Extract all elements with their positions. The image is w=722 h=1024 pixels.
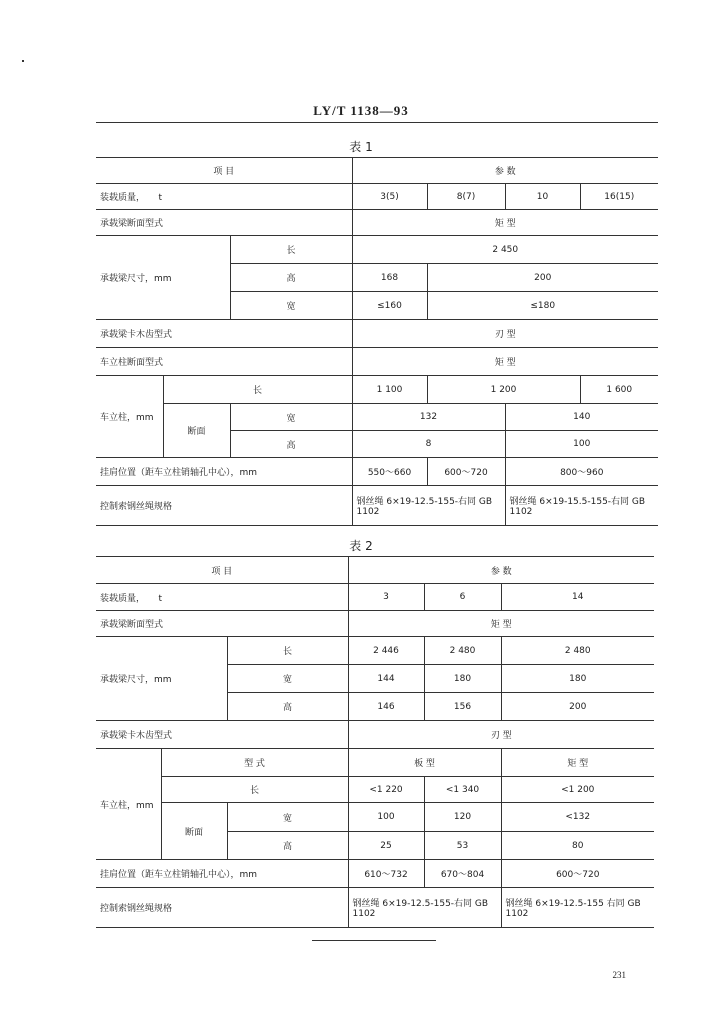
- post-width-value: 132: [352, 404, 505, 431]
- hang-value: 600～720: [501, 860, 654, 888]
- post-length-label: 长: [161, 777, 348, 803]
- width-label: 宽: [227, 665, 348, 693]
- load-value: 10: [505, 184, 580, 210]
- length-value: 2 480: [501, 637, 654, 665]
- type-value: 矩 型: [501, 749, 654, 777]
- load-value: 3: [348, 584, 424, 611]
- post-width-value: 140: [505, 404, 658, 431]
- load-label: 装载质量， t: [96, 184, 352, 210]
- table1-caption: 表 1: [349, 140, 373, 154]
- type-label: 型 式: [161, 749, 348, 777]
- post-height-value: 80: [501, 832, 654, 860]
- post-length-value: <1 220: [348, 777, 424, 803]
- height-value: 200: [427, 264, 658, 292]
- header-parameters: 参 数: [348, 557, 654, 584]
- width-label: 宽: [230, 292, 352, 320]
- load-value: 6: [424, 584, 501, 611]
- height-value: 146: [348, 693, 424, 721]
- post-width-value: 120: [424, 803, 501, 832]
- tooth-value: 刃 型: [348, 721, 654, 749]
- header-item: 项 目: [96, 557, 348, 584]
- beam-section-label: 承载梁断面型式: [96, 210, 352, 236]
- height-value: 168: [352, 264, 427, 292]
- post-section-sub-label: 断面: [161, 803, 227, 860]
- rope-spec: 钢丝绳 6×19-12.5-155-右同 GB 1102: [352, 486, 505, 526]
- length-value: 2 446: [348, 637, 424, 665]
- load-value: 14: [501, 584, 654, 611]
- header-parameters: 参 数: [352, 158, 658, 184]
- height-label: 高: [227, 693, 348, 721]
- height-label: 高: [230, 264, 352, 292]
- standard-number: LY/T 1138—93: [313, 103, 409, 118]
- scan-speck: [22, 60, 24, 62]
- post-height-value: 8: [352, 431, 505, 458]
- end-rule: [312, 940, 436, 941]
- post-section-value: 矩 型: [352, 348, 658, 376]
- rope-spec: 钢丝绳 6×19-12.5-155 右同 GB 1102: [501, 888, 654, 928]
- post-width-label: 宽: [230, 404, 352, 431]
- post-length-label: 长: [163, 376, 352, 404]
- load-value: 16(15): [580, 184, 658, 210]
- beam-section-label: 承载梁断面型式: [96, 611, 348, 637]
- post-width-value: <132: [501, 803, 654, 832]
- page-number: 231: [612, 970, 626, 980]
- post-width-value: 100: [348, 803, 424, 832]
- load-value: 3(5): [352, 184, 427, 210]
- length-label: 长: [230, 236, 352, 264]
- post-section-label: 车立柱断面型式: [96, 348, 352, 376]
- rope-label: 控制索钢丝绳规格: [96, 486, 352, 526]
- load-label: 装载质量， t: [96, 584, 348, 611]
- beam-size-label: 承载梁尺寸，mm: [96, 637, 227, 721]
- post-label: 车立柱，mm: [96, 376, 163, 458]
- hang-value: 800～960: [505, 458, 658, 486]
- beam-size-label: 承载梁尺寸，mm: [96, 236, 230, 320]
- post-section-sub-label: 断面: [163, 404, 230, 458]
- post-label: 车立柱，mm: [96, 749, 161, 860]
- table-1: [96, 157, 658, 526]
- height-value: 200: [501, 693, 654, 721]
- hang-label: 挂肩位置（距车立柱销轴孔中心），mm: [96, 860, 348, 888]
- rope-spec: 钢丝绳 6×19-12.5-155-右同 GB 1102: [348, 888, 501, 928]
- length-value: 2 480: [424, 637, 501, 665]
- beam-section-value: 矩 型: [348, 611, 654, 637]
- post-height-value: 53: [424, 832, 501, 860]
- hang-value: 670～804: [424, 860, 501, 888]
- type-value: 板 型: [348, 749, 501, 777]
- width-value: 180: [501, 665, 654, 693]
- hang-value: 550～660: [352, 458, 427, 486]
- table-2: [96, 556, 654, 928]
- header-rule: [96, 122, 658, 123]
- post-length-value: <1 340: [424, 777, 501, 803]
- tooth-label: 承载梁卡木齿型式: [96, 320, 352, 348]
- load-value: 8(7): [427, 184, 505, 210]
- tooth-value: 刃 型: [352, 320, 658, 348]
- beam-section-value: 矩 型: [352, 210, 658, 236]
- tooth-label: 承载梁卡木齿型式: [96, 721, 348, 749]
- post-length-value: 1 100: [352, 376, 427, 404]
- width-value: 144: [348, 665, 424, 693]
- hang-label: 挂肩位置（距车立柱销轴孔中心），mm: [96, 458, 352, 486]
- hang-value: 610～732: [348, 860, 424, 888]
- rope-label: 控制索钢丝绳规格: [96, 888, 348, 928]
- post-height-value: 100: [505, 431, 658, 458]
- width-value: ≤160: [352, 292, 427, 320]
- width-value: 180: [424, 665, 501, 693]
- table2-caption: 表 2: [349, 539, 373, 553]
- length-value: 2 450: [352, 236, 658, 264]
- post-length-value: 1 600: [580, 376, 658, 404]
- post-width-label: 宽: [227, 803, 348, 832]
- length-label: 长: [227, 637, 348, 665]
- width-value: ≤180: [427, 292, 658, 320]
- post-height-value: 25: [348, 832, 424, 860]
- header-item: 项 目: [96, 158, 352, 184]
- post-height-label: 高: [227, 832, 348, 860]
- rope-spec: 钢丝绳 6×19-15.5-155-右同 GB 1102: [505, 486, 658, 526]
- post-length-value: 1 200: [427, 376, 580, 404]
- hang-value: 600～720: [427, 458, 505, 486]
- post-length-value: <1 200: [501, 777, 654, 803]
- post-height-label: 高: [230, 431, 352, 458]
- height-value: 156: [424, 693, 501, 721]
